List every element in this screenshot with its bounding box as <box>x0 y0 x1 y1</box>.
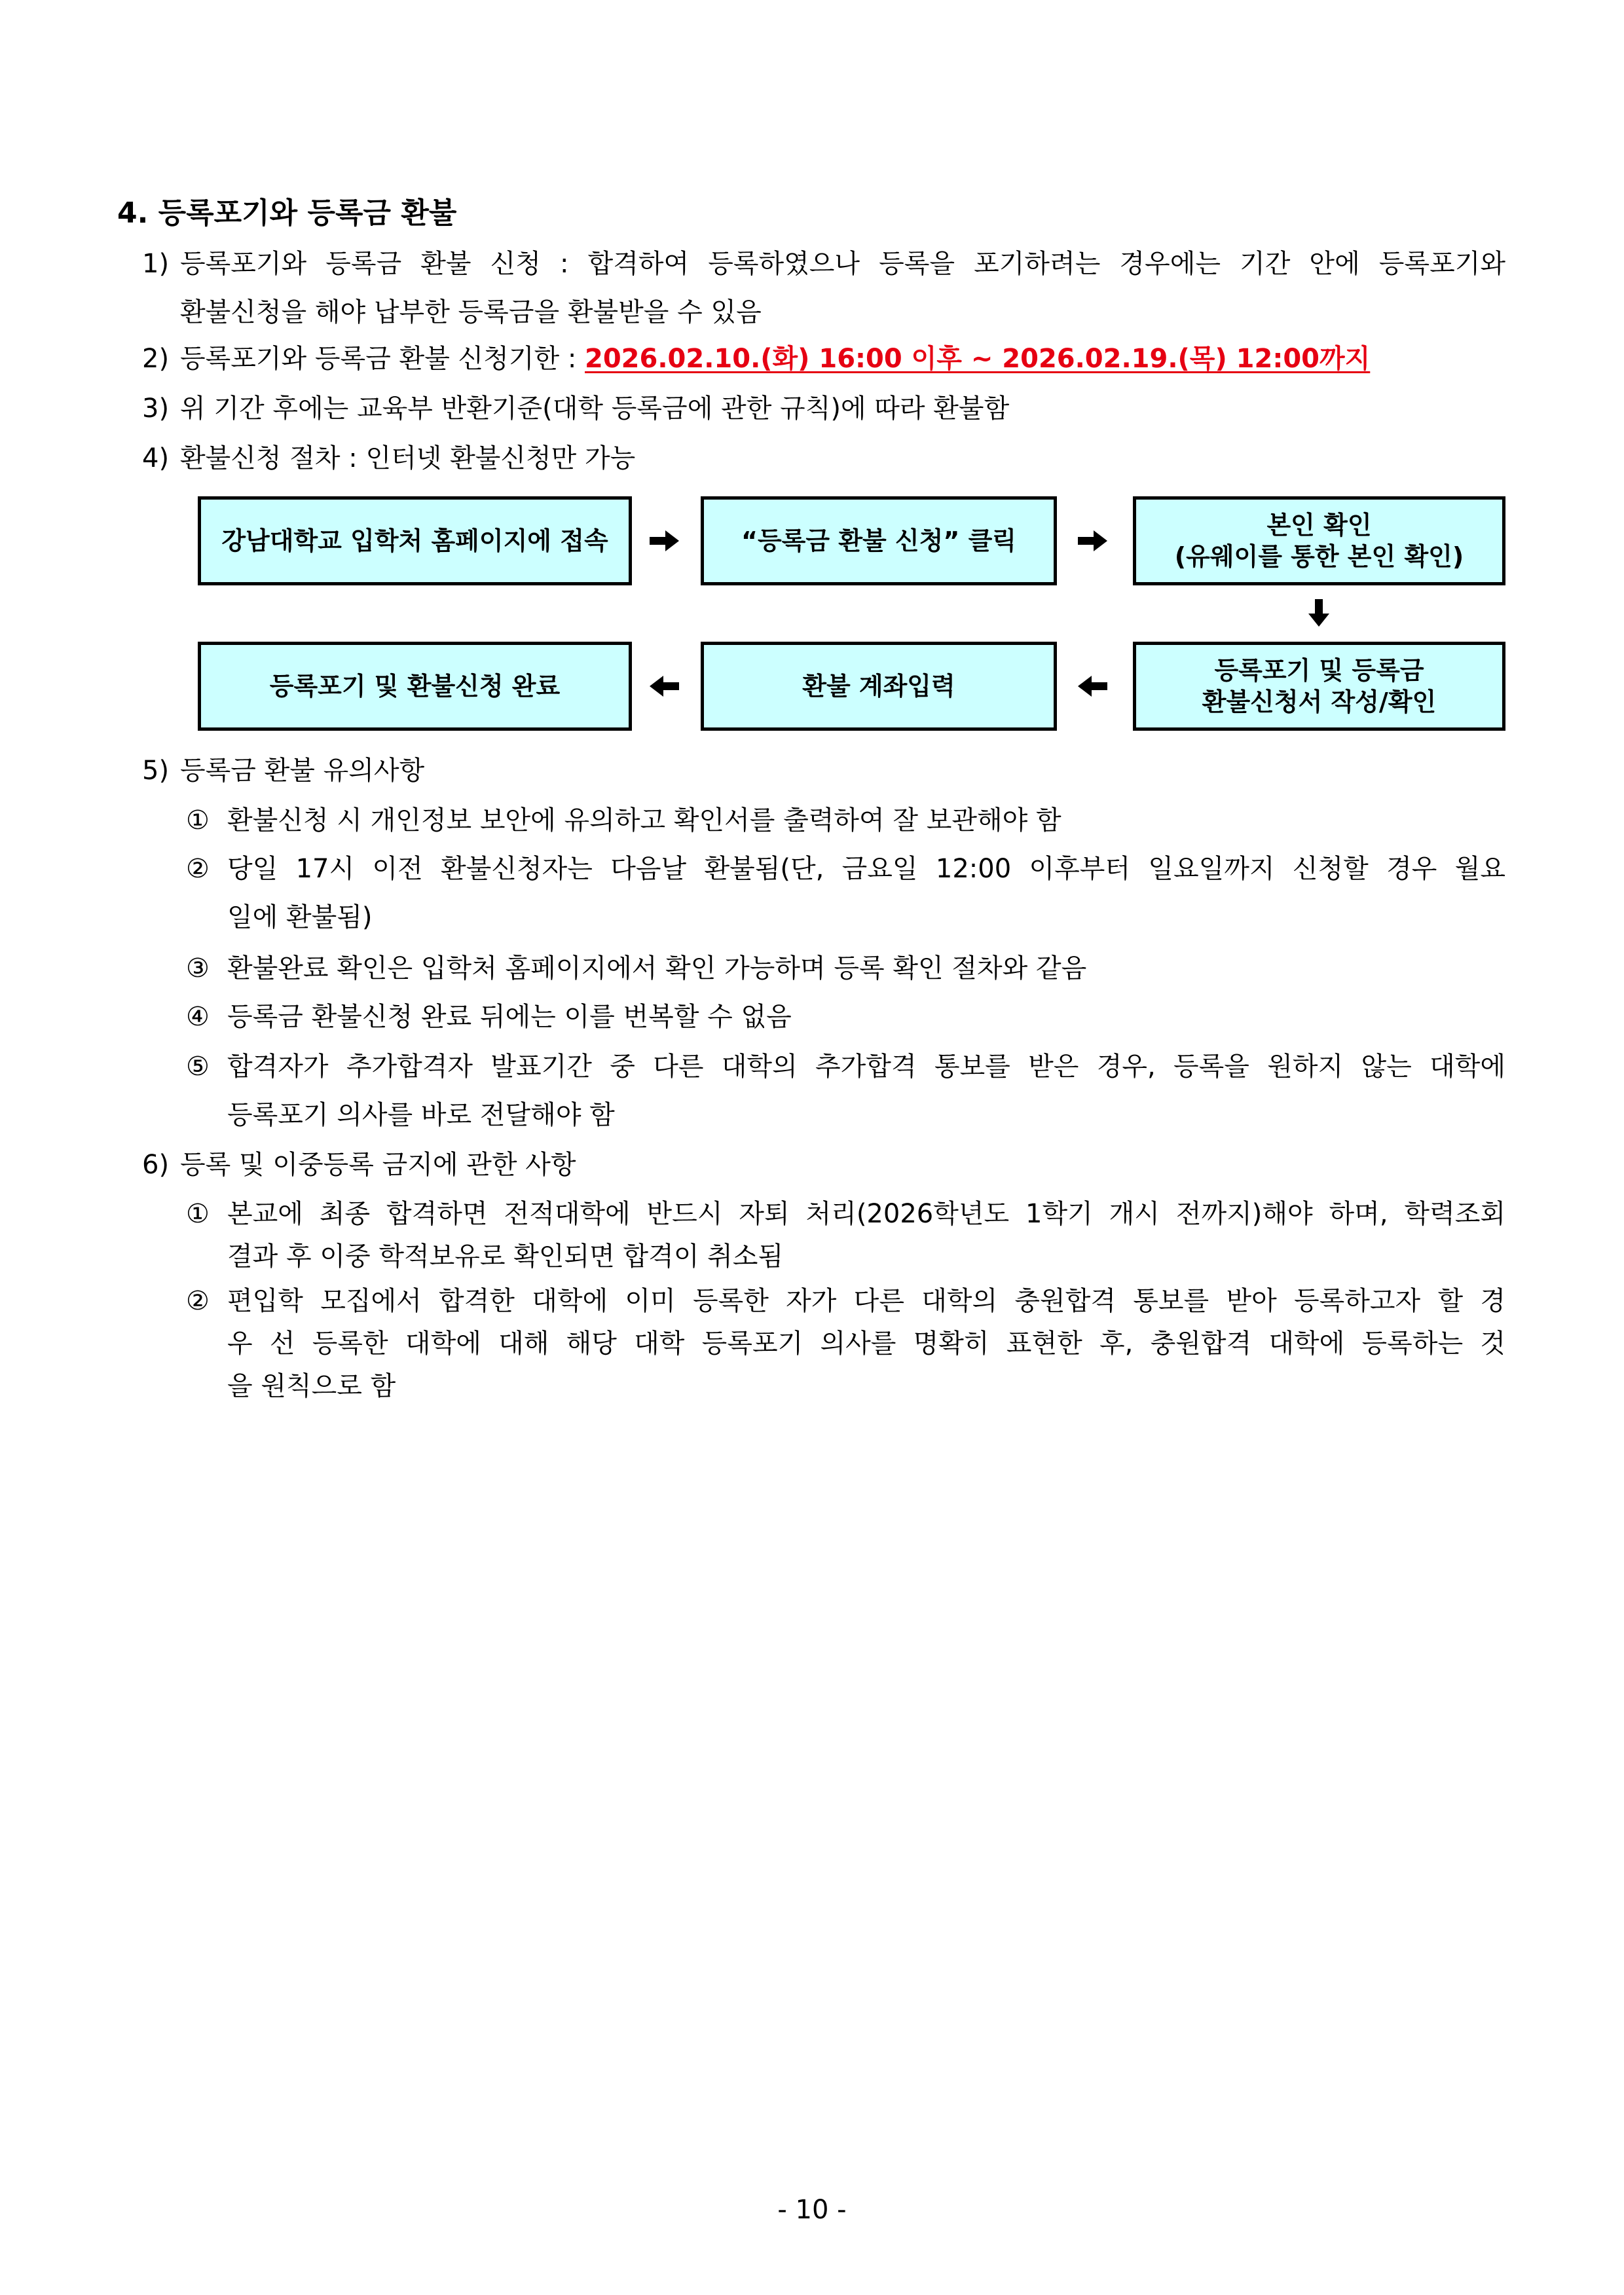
sub-item-text <box>227 1280 1505 1408</box>
item-text-line: 편입학 모집에서 합격한 대학에 이미 등록한 자가 다른 대학의 충원합격 통보를 받아 등록하고자 할 경 <box>227 1286 1505 1316</box>
flow-step-refund-request-click <box>701 496 1057 585</box>
item-text-line: 등록금 환불 유의사항 <box>180 756 425 786</box>
sub-item-number: ② <box>186 1286 210 1316</box>
item-text-line: 을 원칙으로 함 <box>227 1371 396 1401</box>
sub-item-number: ④ <box>186 1002 210 1032</box>
item-text-line: 결과 후 이중 학적보유로 확인되면 합격이 취소됨 <box>227 1241 784 1272</box>
item-text-line: 환불신청 시 개인정보 보안에 유의하고 확인서를 출력하여 잘 보관해야 함 <box>227 805 1061 835</box>
item-text-line: 합격자가 추가합격자 발표기간 중 다른 대학의 추가합격 통보를 받은 경우, 등록을 원하지 않는 대학에 <box>227 1052 1505 1082</box>
section-title: 4. 등록포기와 등록금 환불 <box>117 196 457 230</box>
deadline-label: 등록포기와 등록금 환불 신청기한 : <box>180 344 585 374</box>
sub-item-number: ③ <box>186 953 210 983</box>
flow-step-label: (유웨이를 통한 본인 확인) <box>1174 542 1464 571</box>
item-text <box>180 384 1505 433</box>
item-text-line: 환불신청을 해야 납부한 등록금을 환불받을 수 있음 <box>180 297 762 327</box>
item-text-line: 일에 환불됨) <box>227 902 373 932</box>
item-number: 6) <box>142 1150 170 1180</box>
item-text-line: 우 선 등록한 대학에 대해 해당 대학 등록포기 의사를 명확히 표현한 후, 충원합격 대학에 등록하는 것 <box>227 1329 1505 1359</box>
flow-step-label: 등록포기 및 환불신청 완료 <box>269 672 561 701</box>
item-text-line: 등록포기 의사를 바로 전달해야 함 <box>227 1100 615 1130</box>
flow-step-label: 본인 확인 <box>1266 511 1372 540</box>
arrow-down-icon <box>1308 599 1329 627</box>
flow-step-label: 등록포기 및 등록금 <box>1214 656 1424 685</box>
sub-item-text <box>227 1193 1505 1278</box>
item-number: 4) <box>142 443 170 473</box>
item-number: 2) <box>142 344 170 374</box>
item-text <box>180 335 1505 383</box>
sub-item-number: ① <box>186 1199 210 1229</box>
flow-step-label: 환불신청서 작성/확인 <box>1202 688 1437 716</box>
arrow-right-icon <box>650 530 679 551</box>
item-text <box>180 434 1505 483</box>
sub-item-number: ⑤ <box>186 1052 210 1082</box>
item-text <box>180 746 1505 795</box>
flow-step-account-input <box>701 642 1057 731</box>
item-number: 1) <box>142 249 170 279</box>
flow-step-label: 환불 계좌입력 <box>802 672 955 701</box>
flow-step-label: 강남대학교 입학처 홈페이지에 접속 <box>221 526 608 555</box>
sub-item-text <box>227 796 1505 845</box>
item-text-line: 등록포기와 등록금 환불 신청 : 합격하여 등록하였으나 등록을 포기하려는 경우에는 기간 안에 등록포기와 <box>180 249 1505 279</box>
item-text-line: 등록 및 이중등록 금지에 관한 사항 <box>180 1150 576 1180</box>
sub-item-text <box>227 1042 1505 1139</box>
arrow-right-icon <box>1078 530 1107 551</box>
item-number: 3) <box>142 394 170 424</box>
item-text-line: 위 기간 후에는 교육부 반환기준(대학 등록금에 관한 규칙)에 따라 환불함 <box>180 394 1010 424</box>
item-text-line: 등록금 환불신청 완료 뒤에는 이를 번복할 수 없음 <box>227 1002 792 1032</box>
sub-item-text <box>227 845 1505 942</box>
item-text-line: 당일 17시 이전 환불신청자는 다음날 환불됨(단, 금요일 12:00 이후부터 일요일까지 신청할 경우 월요 <box>227 854 1505 884</box>
deadline-highlight: 2026.02.10.(화) 16:00 이후 ~ 2026.02.19.(목) 12:00까지 <box>585 344 1371 374</box>
sub-item-number: ② <box>186 854 210 884</box>
flow-step-application-form <box>1133 642 1505 731</box>
flow-step-identity-check <box>1133 496 1505 585</box>
item-text-line <box>180 335 1505 383</box>
flow-step-complete <box>198 642 632 731</box>
item-text <box>180 240 1505 337</box>
item-number: 5) <box>142 756 170 786</box>
sub-item-text <box>227 944 1505 993</box>
page-number: - 10 - <box>777 2195 847 2225</box>
item-text-line: 환불신청 절차 : 인터넷 환불신청만 가능 <box>180 443 636 473</box>
flow-step-homepage-access <box>198 496 632 585</box>
item-text-line: 환불완료 확인은 입학처 홈페이지에서 확인 가능하며 등록 확인 절차와 같음 <box>227 953 1087 983</box>
item-text-line: 본교에 최종 합격하면 전적대학에 반드시 자퇴 처리(2026학년도 1학기 개시 전까지)해야 하며, 학력조회 <box>227 1199 1505 1229</box>
arrow-left-icon <box>1078 676 1107 697</box>
sub-item-text <box>227 993 1505 1041</box>
item-text <box>180 1141 1505 1189</box>
sub-item-number: ① <box>186 805 210 835</box>
flow-step-label: “등록금 환불 신청” 클릭 <box>741 526 1016 555</box>
arrow-left-icon <box>650 676 679 697</box>
